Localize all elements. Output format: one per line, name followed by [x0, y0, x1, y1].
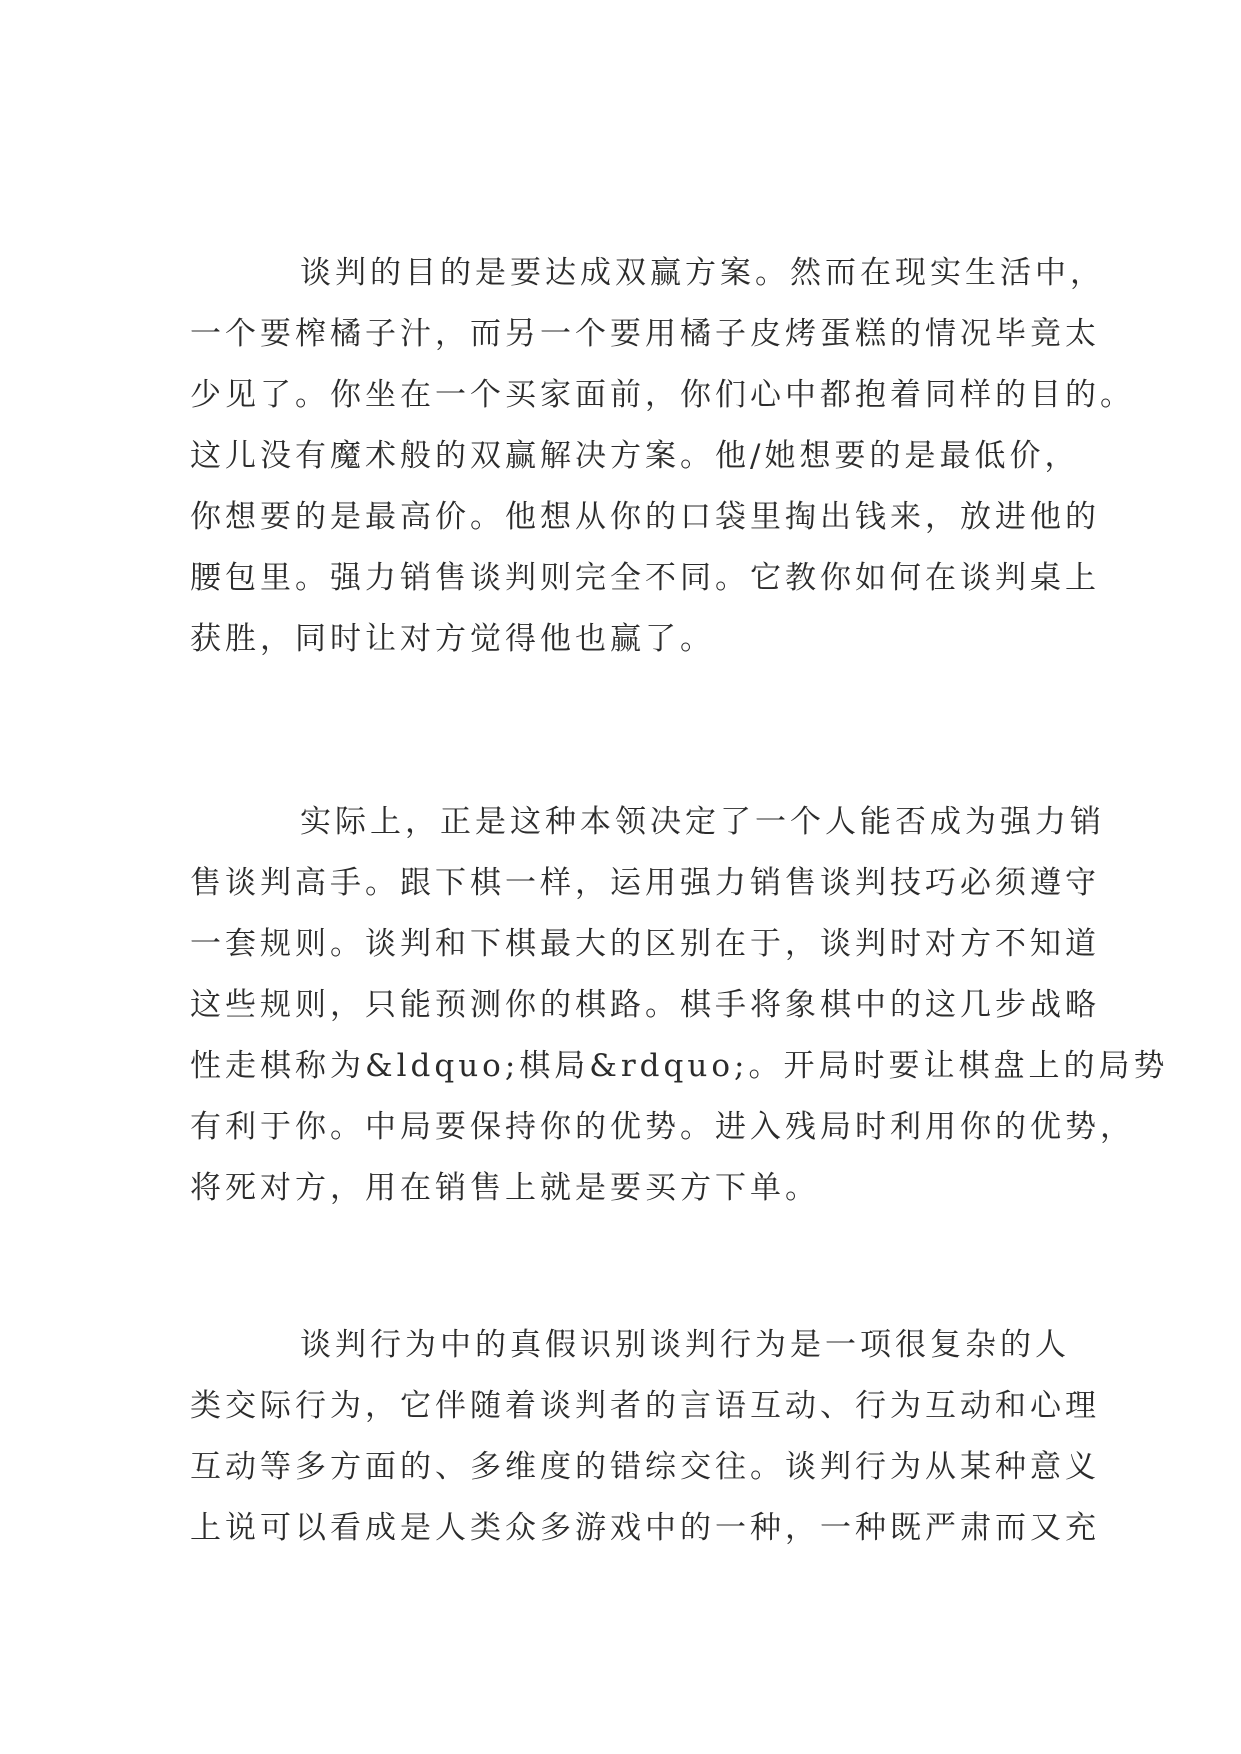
paragraph-line: 有利于你。中局要保持你的优势。进入残局时利用你的优势，	[190, 1109, 1135, 1145]
paragraph-line: 你想要的是最高价。他想从你的口袋里掏出钱来，放进他的	[190, 499, 1100, 535]
paragraph-line: 类交际行为，它伴随着谈判者的言语互动、行为互动和心理	[190, 1388, 1100, 1424]
paragraph-line: 互动等多方面的、多维度的错综交往。谈判行为从某种意义	[190, 1449, 1100, 1485]
paragraph-line: 谈判行为中的真假识别谈判行为是一项很复杂的人	[300, 1327, 1070, 1363]
paragraph-line: 这儿没有魔术般的双赢解决方案。他/她想要的是最低价，	[190, 438, 1080, 474]
paragraph-line: 上说可以看成是人类众多游戏中的一种，一种既严肃而又充	[190, 1510, 1100, 1546]
paragraph-line: 将死对方，用在销售上就是要买方下单。	[190, 1170, 820, 1206]
paragraph-line: 获胜，同时让对方觉得他也赢了。	[190, 621, 715, 657]
paragraph-line: 实际上，正是这种本领决定了一个人能否成为强力销	[300, 804, 1105, 840]
paragraph-line: 性走棋称为&ldquo;棋局&rdquo;。开局时要让棋盘上的局势	[190, 1048, 1169, 1084]
paragraph-win-win	[190, 243, 1135, 670]
paragraph-line: 少见了。你坐在一个买家面前，你们心中都抱着同样的目的。	[190, 377, 1135, 413]
paragraph-line: 这些规则，只能预测你的棋路。棋手将象棋中的这几步战略	[190, 987, 1100, 1023]
paragraph-chess-rules	[190, 792, 1169, 1219]
paragraph-negotiation-behavior	[190, 1315, 1100, 1559]
paragraph-line: 一个要榨橘子汁，而另一个要用橘子皮烤蛋糕的情况毕竟太	[190, 316, 1100, 352]
paragraph-line: 腰包里。强力销售谈判则完全不同。它教你如何在谈判桌上	[190, 560, 1100, 596]
paragraph-line: 售谈判高手。跟下棋一样，运用强力销售谈判技巧必须遵守	[190, 865, 1100, 901]
paragraph-line: 一套规则。谈判和下棋最大的区别在于，谈判时对方不知道	[190, 926, 1100, 962]
paragraph-line: 谈判的目的是要达成双赢方案。然而在现实生活中，	[300, 255, 1105, 291]
